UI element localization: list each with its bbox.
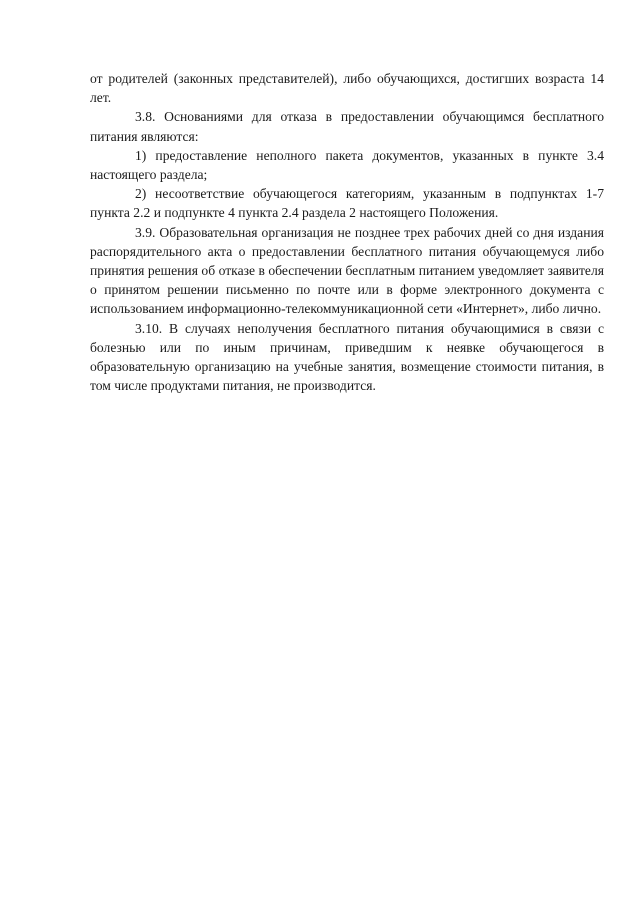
paragraph-3-10: 3.10. В случаях неполучения бесплатного питания обучающимися в связи с болезнью или по иным причинам, приведшим к неявке обучающегося в образовательную организацию на учебные занятия, возмещение стоимости питания, в том числе продуктами питания, не производится. — [90, 320, 604, 394]
paragraph-3-8-item-2: 2) несоответствие обучающегося категориям, указанным в подпунктах 1-7 пункта 2.2 и подпункте 4 пункта 2.4 раздела 2 настоящего Положения. — [90, 186, 604, 221]
paragraph-3-8: 3.8. Основаниями для отказа в предоставлении обучающимся бесплатного питания являются: — [90, 109, 604, 144]
paragraph-3-9: 3.9. Образовательная организация не позднее трех рабочих дней со дня издания распорядительного акта о предоставлении бесплатного питания обучающемуся либо принятия решения об отказе в обеспечении бесплатным питанием уведомляет заявителя о принятом решении письменно по почте или в форме электронного документа с использованием информационно-телекоммуникационной сети «Интернет», либо лично. — [90, 224, 604, 317]
document-body — [90, 69, 604, 395]
paragraph-continuation: от родителей (законных представителей), либо обучающихся, достигших возраста 14 лет. — [90, 71, 604, 106]
paragraph-3-8-item-1: 1) предоставление неполного пакета документов, указанных в пункте 3.4 настоящего раздела; — [90, 147, 604, 183]
